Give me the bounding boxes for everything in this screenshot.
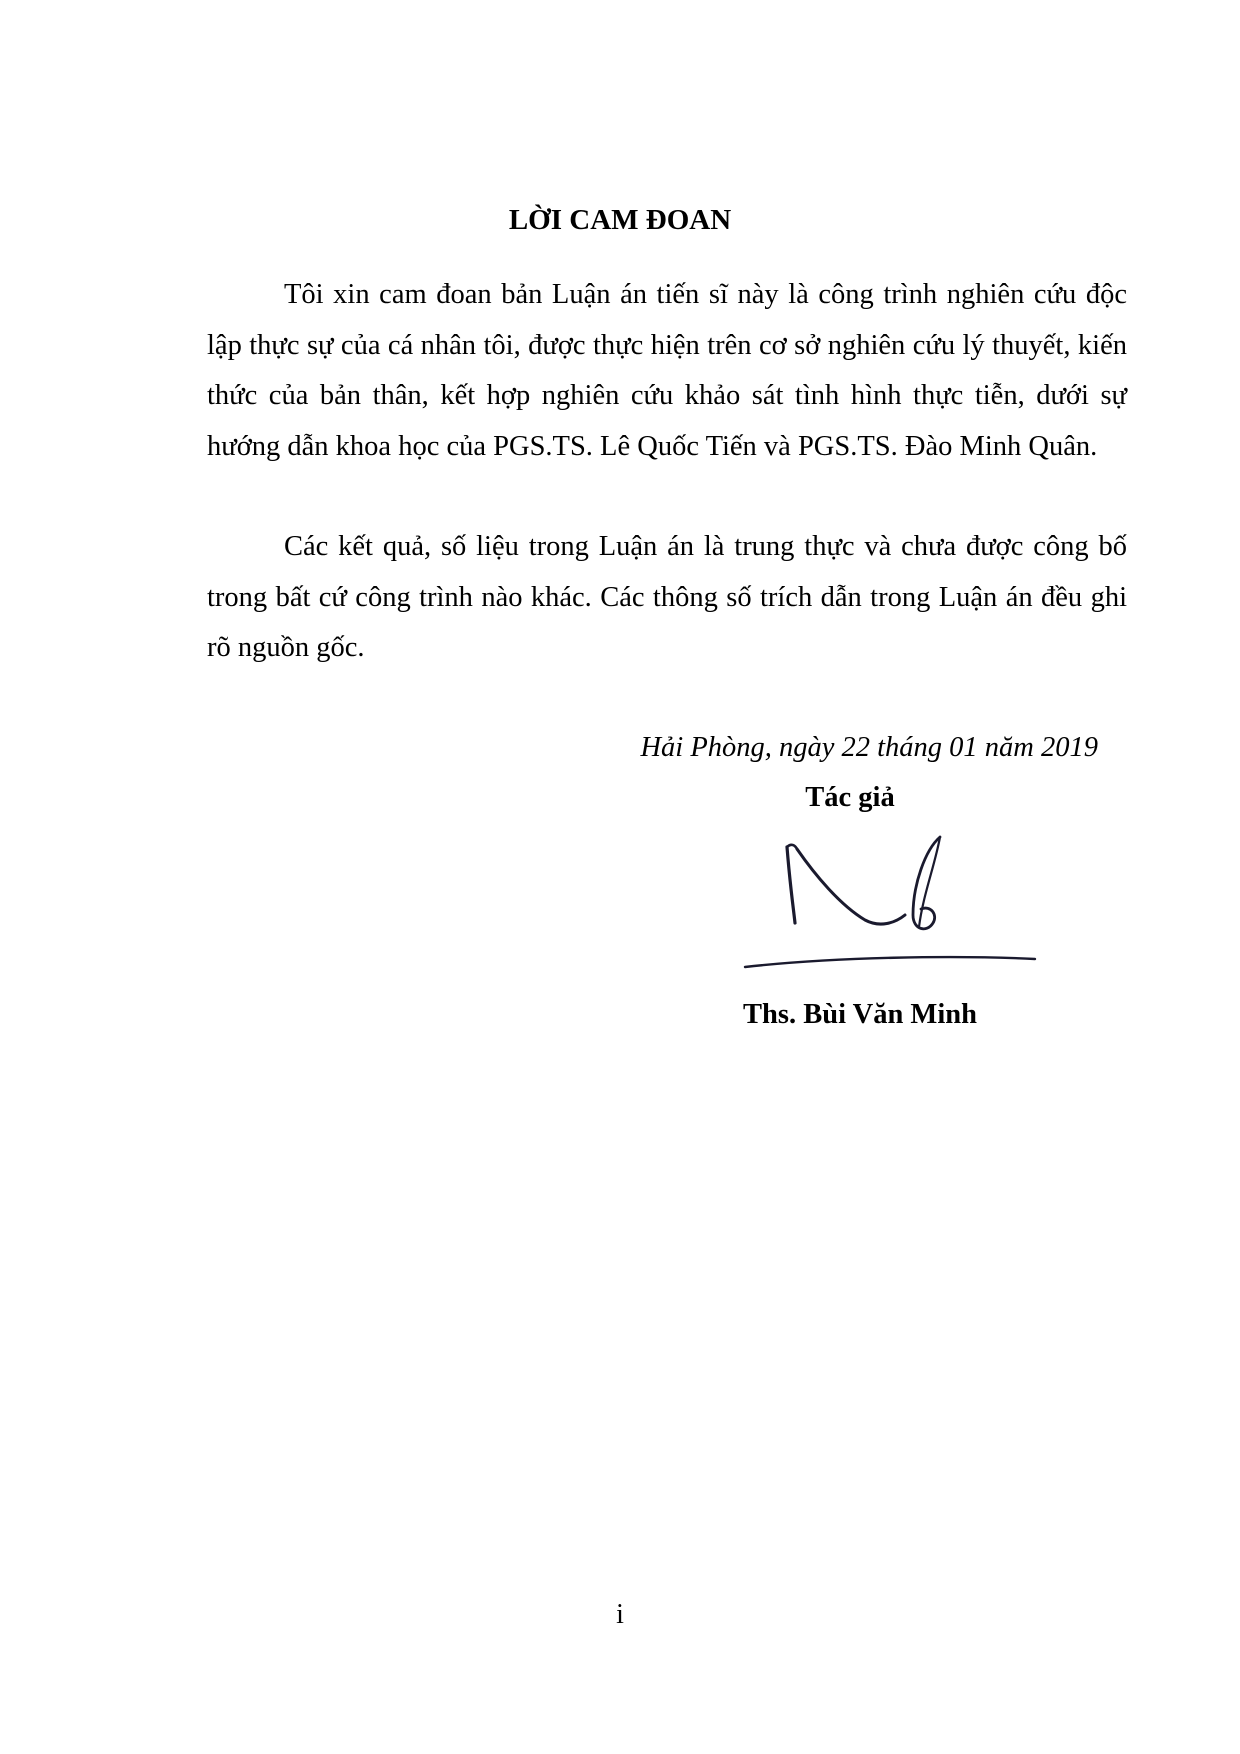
paragraph-results: Các kết quả, số liệu trong Luận án là trung thực và chưa được công bố trong bất cứ công trình nào khác. Các thông số trích dẫn trong Luận án đều ghi rõ nguồn gốc. xyxy=(207,531,1127,663)
paragraph-declaration: Tôi xin cam đoan bản Luận án tiến sĩ này là công trình nghiên cứu độc lập thực sự của cá nhân tôi, được thực hiện trên cơ sở nghiên cứu lý thuyết, kiến thức của bản thân, kết hợp nghiên cứu khảo sát tình hình thực tiễn, dưới sự hướng dẫn khoa học của PGS.TS. Lê Quốc Tiến và PGS.TS. Đào Minh Quân. xyxy=(207,279,1127,462)
page-title: LỜI CAM ĐOAN xyxy=(508,204,732,236)
page-number: i xyxy=(616,1599,624,1630)
place-date: Hải Phòng, ngày 22 tháng 01 năm 2019 xyxy=(640,732,1098,763)
signature-image xyxy=(735,825,1045,975)
author-name: Ths. Bùi Văn Minh xyxy=(743,999,977,1030)
author-label: Tác giả xyxy=(805,782,895,813)
